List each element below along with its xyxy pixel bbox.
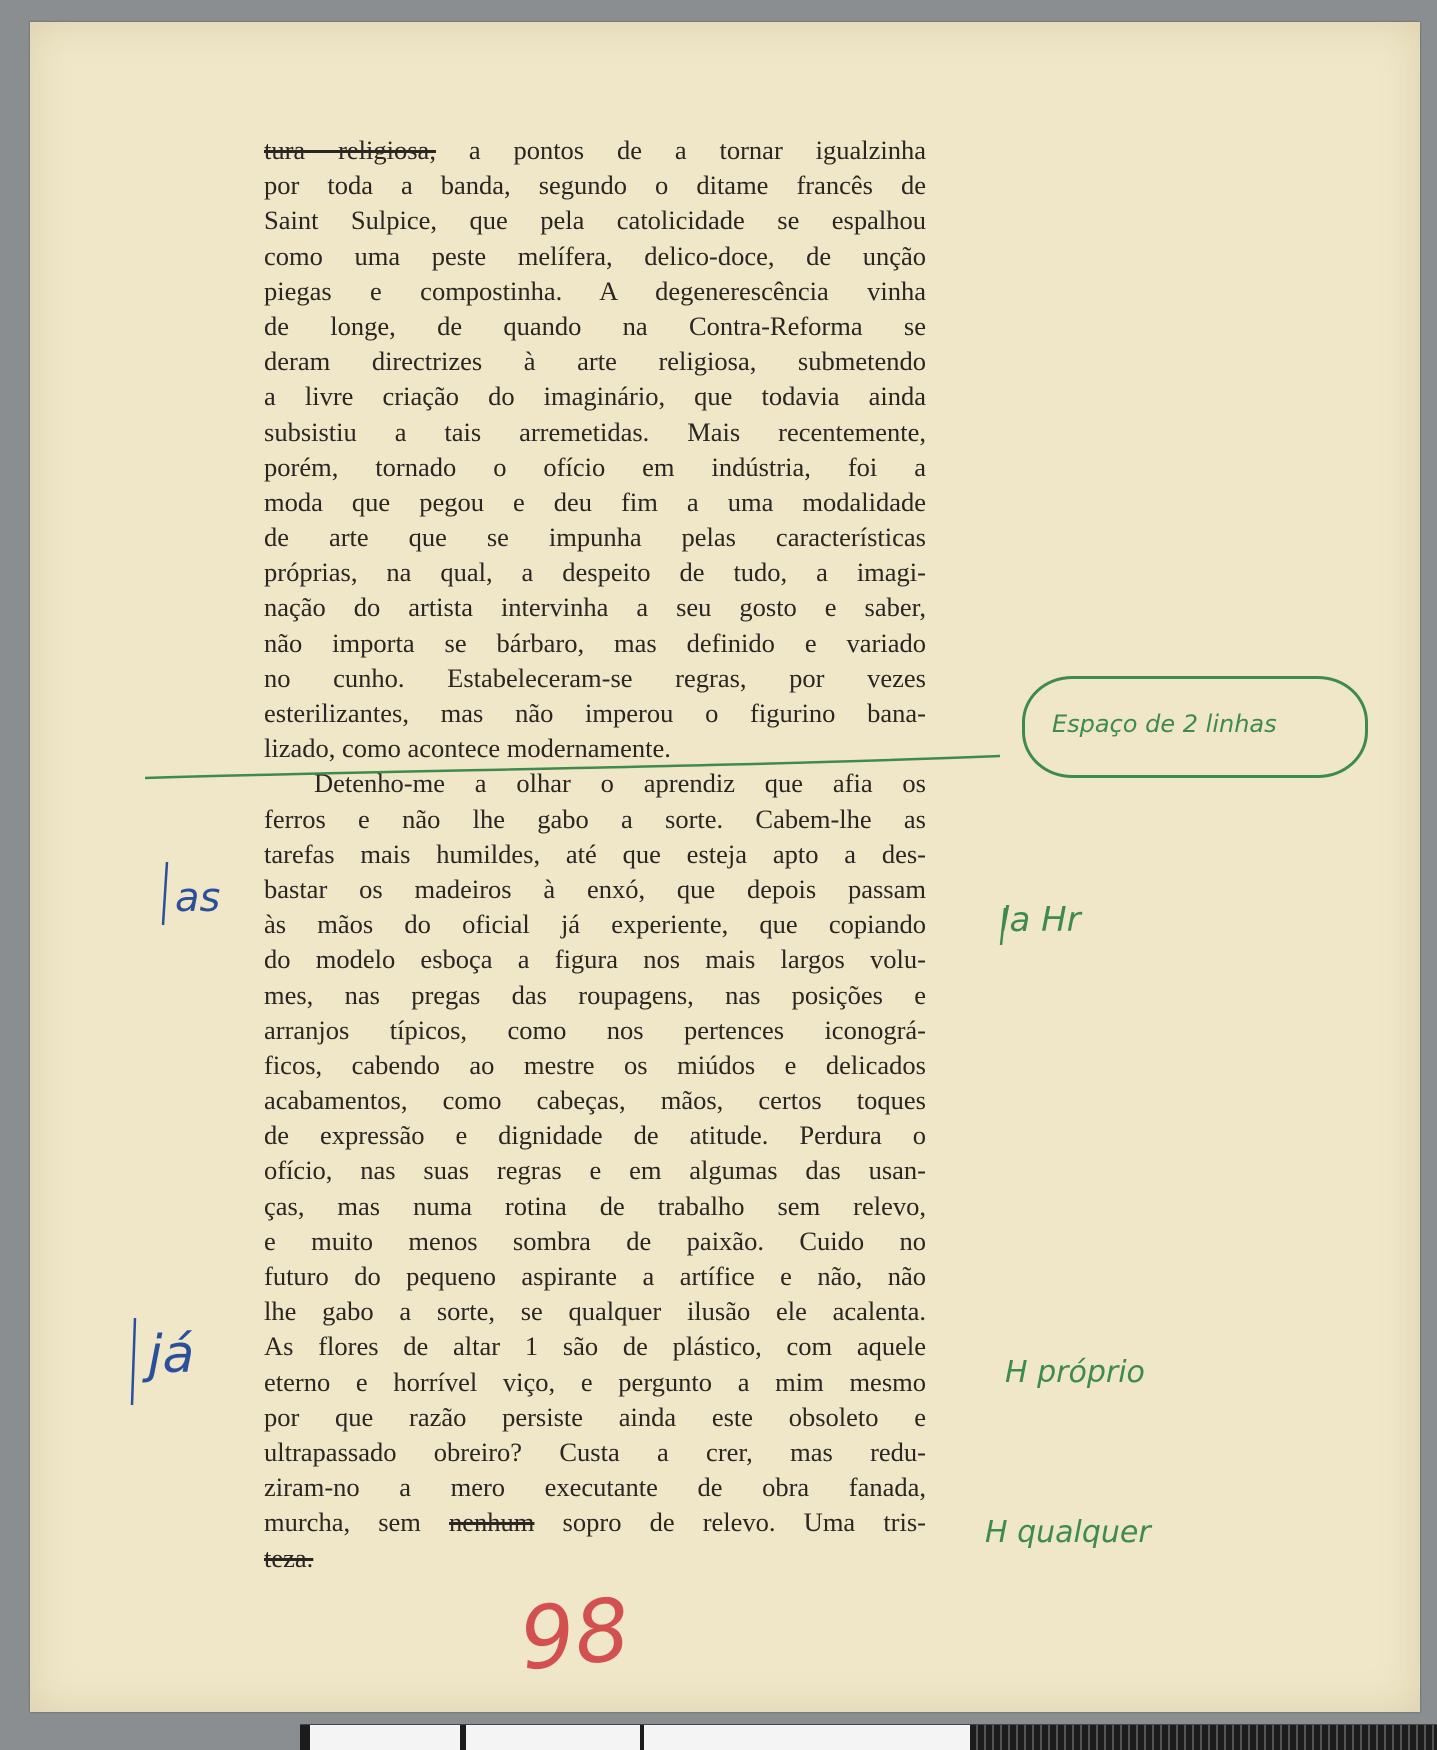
text-line: às mãos do oficial já experiente, que copiando [264, 909, 926, 940]
text-line: eterno e horrível viço, e pergunto a mim mesmo [264, 1366, 926, 1397]
text-fragment: a pontos de a tornar igualzinha [435, 135, 927, 165]
text-line: Saint Sulpice, que pela catolicidade se espalhou [264, 205, 926, 236]
text-line: tarefas mais humildes, até que esteja apto a des- [264, 838, 926, 869]
text-line: bastar os madeiros à enxó, que depois passam [264, 873, 926, 904]
text-line: ultrapassado obreiro? Custa a crer, mas redu- [264, 1436, 926, 1467]
text-line: e muito menos sombra de paixão. Cuido no [264, 1225, 926, 1256]
text-fragment: murcha, sem [264, 1507, 450, 1538]
text-line: As flores de altar 1 são de plástico, com aquele [264, 1331, 926, 1362]
scale-segment [640, 1725, 644, 1750]
struck-text: teza. [264, 1542, 314, 1573]
text-line: de expressão e dignidade de atitude. Perdura o [264, 1120, 926, 1151]
text-line: deram directrizes à arte religiosa, submetendo [264, 346, 926, 377]
text-line: arranjos típicos, como nos pertences iconográ- [264, 1014, 926, 1045]
text-line: a livre criação do imaginário, que todavia ainda [264, 381, 926, 412]
margin-note-la-hr: la Hr [1000, 900, 1081, 940]
text-line: subsistiu a tais arremetidas. Mais recentemente, [264, 416, 926, 447]
text-line: lizado, como acontece modernamente. [264, 733, 671, 764]
text-line: ziram-no a mero executante de obra fanada, [264, 1472, 926, 1503]
text-line: no cunho. Estabeleceram-se regras, por vezes [264, 662, 926, 693]
text-line: futuro do pequeno aspirante a artífice e não, não [264, 1261, 926, 1291]
text-line: ças, mas numa rotina de trabalho sem relevo, [264, 1190, 926, 1221]
scale-segment [300, 1725, 310, 1750]
text-line: por toda a banda, segundo o ditame francês de [264, 170, 926, 201]
text-line: moda que pegou e deu fim a uma modalidade [264, 486, 926, 517]
text-line: de longe, de quando na Contra-Reforma se [264, 310, 926, 341]
text-line: piegas e compostinha. A degenerescência vinha [264, 275, 926, 306]
text-line: de arte que se impunha pelas características [264, 522, 926, 553]
spacing-note: Espaço de 2 linhas [1052, 710, 1277, 738]
struck-text: nenhum [449, 1507, 535, 1538]
margin-note-qualquer: H qualquer [985, 1515, 1151, 1550]
text-line: não importa se bárbaro, mas definido e variado [264, 627, 926, 658]
text-line: mes, nas pregas das roupagens, nas posições e [264, 979, 926, 1010]
margin-note-proprio: H próprio [1005, 1355, 1145, 1390]
scale-segment [460, 1725, 466, 1750]
text-line: acabamentos, como cabeças, mãos, certos toques [264, 1085, 926, 1116]
text-line: esterilizantes, mas não imperou o figurino bana- [264, 698, 926, 728]
text-line: nação do artista intervinha a seu gosto e saber, [264, 592, 926, 623]
text-line: porém, tornado o ofício em indústria, foi a [264, 451, 926, 482]
margin-note-ja: já [148, 1325, 195, 1385]
paragraph-start-line: Detenho-me a olhar o aprendiz que afia os [314, 768, 926, 799]
scale-segment [970, 1725, 1437, 1750]
text-fragment: sopro de relevo. Uma tris- [534, 1507, 927, 1538]
struck-text: tura religiosa, [264, 135, 436, 165]
page-number: 98 [515, 1579, 635, 1691]
main-text-block [264, 133, 926, 1576]
text-line: ofício, nas suas regras e em algumas das usan- [264, 1155, 926, 1186]
text-line: ficos, cabendo ao mestre os miúdos e delicados [264, 1049, 926, 1080]
text-line: do modelo esboça a figura nos mais largos volu- [264, 944, 926, 975]
text-line: ferros e não lhe gabo a sorte. Cabem-lhe as [264, 803, 926, 834]
text-line: próprias, na qual, a despeito de tudo, a imagi- [264, 557, 926, 588]
text-line: como uma peste melífera, delico-doce, de unção [264, 240, 926, 271]
margin-note-as: as [175, 875, 221, 921]
text-line: por que razão persiste ainda este obsoleto e [264, 1401, 926, 1432]
text-line [264, 1505, 926, 1540]
text-line [264, 133, 926, 168]
text-line [264, 1541, 926, 1576]
text-line: lhe gabo a sorte, se qualquer ilusão ele acalenta. [264, 1296, 926, 1327]
scale-bar [300, 1724, 1437, 1750]
